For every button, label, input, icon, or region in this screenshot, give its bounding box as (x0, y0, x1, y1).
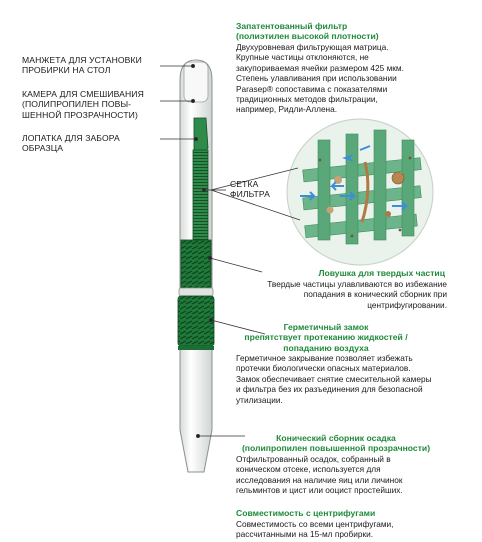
seal-body: Герметичное закрывание позволяет избежать протечки биологически опасных материалов. Замок обеспечивает снятие смесительной камеры и фильтра без их разъединения для безопасной утилизации. (236, 353, 432, 405)
tube-cap (184, 62, 208, 102)
scoop-label: ЛОПАТКА ДЛЯ ЗАБОРА ОБРАЗЦА (22, 133, 120, 154)
compat-title: Совместимость с центрифугами (236, 508, 376, 518)
lock-base (178, 346, 214, 350)
seal-ring (179, 288, 213, 296)
cone-body: Отфильтрованный осадок, собранный в коническом отсеке, используется для исследования на наличие яиц или личинок гельминтов и цист или ооцист простейших. (236, 454, 403, 496)
seal-title: Герметичный замок препятствует протеканию жидкостей / попаданию воздуха (244, 322, 408, 353)
sealed-lock (178, 296, 214, 346)
trap-body: Твердые частицы улавливаются во избежание попадания в конический сборник при центрифугировании. (267, 279, 447, 310)
mesh-label: СЕТКА ФИЛЬТРА (230, 179, 270, 200)
magnified-filter (287, 119, 433, 265)
filter-column (193, 150, 208, 246)
filter-body: Двухуровневая фильтрующая матрица. Крупные частицы отклоняются, не закупориваемая ячейки размером 425 мкм. Степень улавливания при использовании Parasep® сопоставима с показателями традиционных методов фильтрации, например, Ридли-Аллена. (236, 42, 404, 115)
compat-body: Совместимость со всеми центрифугами, рассчитанными на 15-мл пробирки. (236, 519, 394, 540)
cuff-label: МАНЖЕТА ДЛЯ УСТАНОВКИ ПРОБИРКИ НА СТОЛ (22, 55, 142, 76)
cone-title: Конический сборник осадка (полипропилен повышенной прозрачности) (241, 433, 431, 454)
chamber-label: КАМЕРА ДЛЯ СМЕШИВАНИЯ (ПОЛИПРОПИЛЕН ПОВЫ- ШЕННОЙ ПРОЗРАЧНОСТИ) (22, 89, 144, 120)
particle-trap (181, 240, 211, 292)
filter-title: Запатентованный фильтр (полиэтилен высокой плотности) (236, 21, 379, 42)
trap-title: Ловушка для твердых частиц (318, 268, 445, 278)
